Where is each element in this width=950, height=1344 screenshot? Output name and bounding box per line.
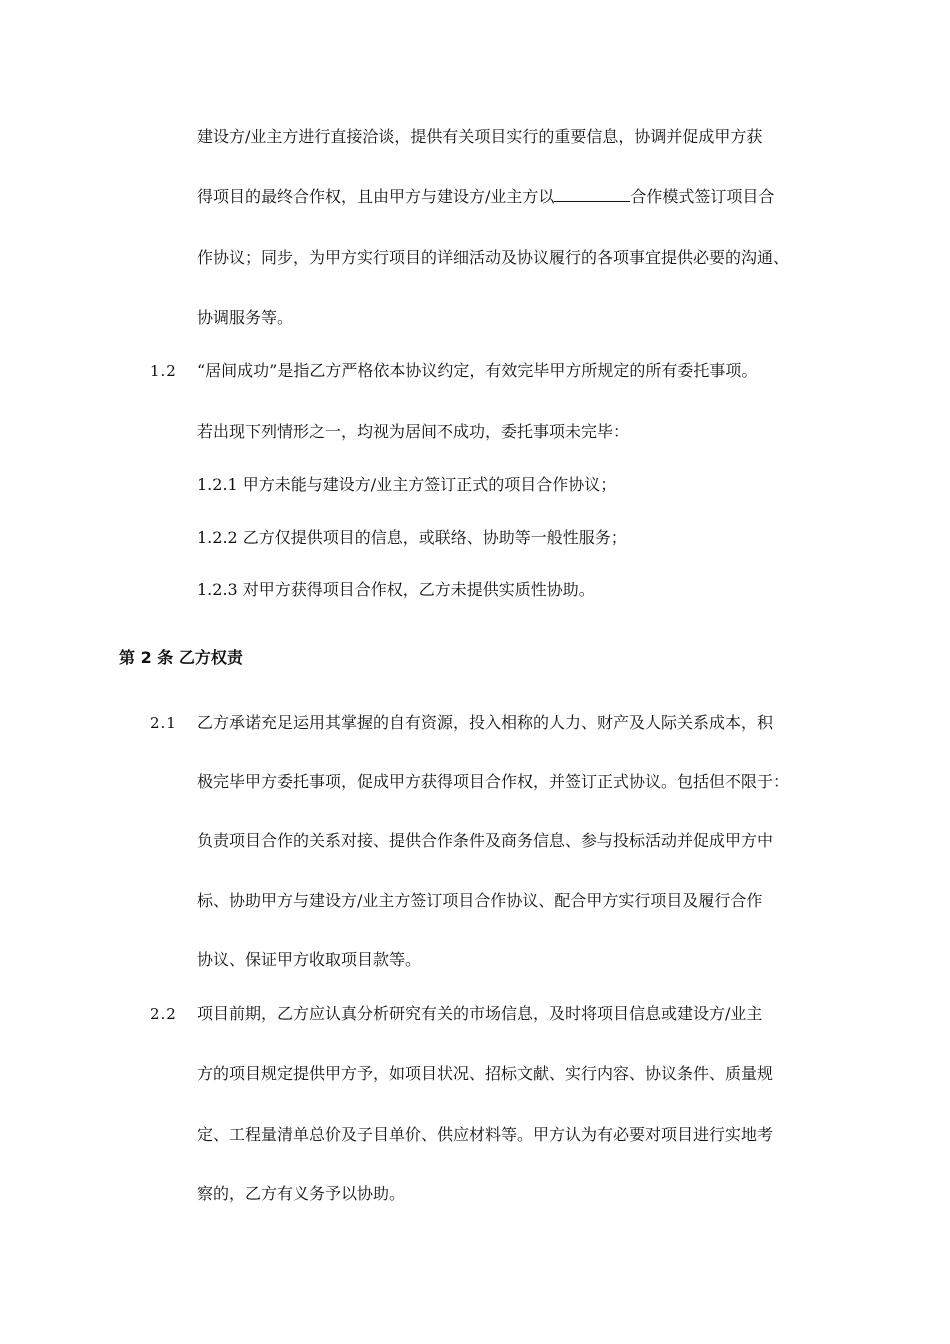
clause-intro: 若出现下列情形之一，均视为居间不成功，委托事项未完毕：	[197, 422, 630, 441]
paragraph-text: 合作模式签订项目合	[630, 187, 775, 206]
paragraph-line: 极完毕甲方委托事项，促成甲方获得项目合作权，并签订正式协议。包括但不限于：	[197, 772, 790, 791]
paragraph-line: 标、协助甲方与建设方/业主方签订项目合作协议、配合甲方实行项目及履行合作	[197, 891, 763, 910]
clause-number: 1.2	[150, 362, 177, 380]
paragraph-line: 协调服务等。	[197, 308, 294, 327]
clause-text: “居间成功”是指乙方严格依本协议约定，有效完毕甲方所规定的所有委托事项。	[197, 361, 758, 380]
paragraph-line: 协议、保证甲方收取项目款等。	[197, 950, 422, 969]
clause-number: 2.2	[150, 1005, 177, 1023]
list-item: 1.2.2 乙方仅提供项目的信息，或联络、协助等一般性服务；	[197, 528, 627, 547]
paragraph-line: 项目前期，乙方应认真分析研究有关的市场信息，及时将项目信息或建设方/业主	[197, 1004, 763, 1023]
article-heading: 第 2 条 乙方权责	[119, 648, 243, 667]
paragraph-line: 负责项目合作的关系对接、提供合作条件及商务信息、参与投标活动并促成甲方中	[197, 831, 774, 850]
paragraph-text: 得项目的最终合作权，且由甲方与建设方/业主方以	[197, 187, 555, 206]
paragraph-line: 方的项目规定提供甲方予，如项目状况、招标文献、实行内容、协议条件、质量规	[197, 1064, 774, 1083]
fill-in-blank[interactable]	[554, 187, 630, 202]
paragraph-line: 乙方承诺充足运用其掌握的自有资源，投入相称的人力、财产及人际关系成本，积	[197, 713, 774, 732]
paragraph-line: 察的，乙方有义务予以协助。	[197, 1184, 406, 1203]
clause-number: 2.1	[150, 714, 177, 732]
list-item: 1.2.1 甲方未能与建设方/业主方签订正式的项目合作协议；	[197, 475, 617, 494]
paragraph-line: 作协议；同步，为甲方实行项目的详细活动及协议履行的各项事宜提供必要的沟通、	[197, 248, 790, 267]
paragraph-line: 定、工程量清单总价及子目单价、供应材料等。甲方认为有必要对项目进行实地考	[197, 1125, 774, 1144]
paragraph-line	[197, 187, 774, 207]
paragraph-line: 建设方/业主方进行直接洽谈，提供有关项目实行的重要信息，协调并促成甲方获	[197, 127, 763, 146]
list-item: 1.2.3 对甲方获得项目合作权，乙方未提供实质性协助。	[197, 580, 595, 599]
